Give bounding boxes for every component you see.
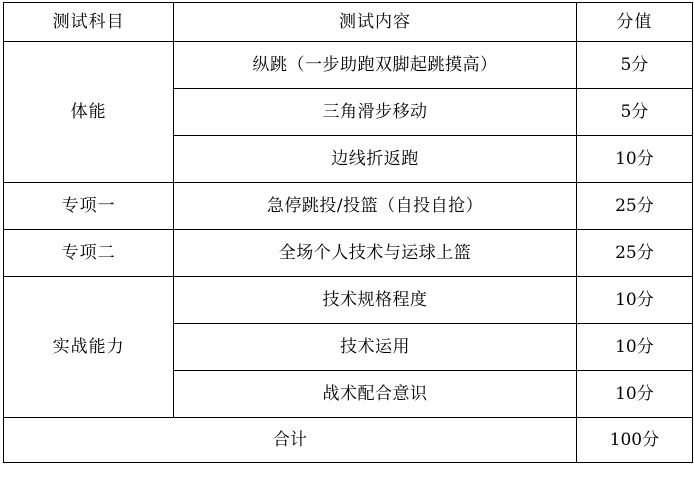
subject-cell: 实战能力 — [4, 277, 174, 418]
score-cell: 10分 — [576, 277, 692, 324]
total-label-cell: 合计 — [4, 418, 577, 463]
content-cell: 战术配合意识 — [174, 371, 577, 418]
subject-cell: 体能 — [4, 42, 174, 183]
table-row — [4, 230, 693, 277]
score-cell: 10分 — [576, 136, 692, 183]
content-cell: 技术运用 — [174, 324, 577, 371]
header-cell-subject: 测试科目 — [4, 3, 174, 42]
table-body — [4, 42, 693, 463]
header-cell-content: 测试内容 — [174, 3, 577, 42]
table-row — [4, 42, 693, 89]
score-cell: 10分 — [576, 324, 692, 371]
content-cell: 急停跳投/投篮（自投自抢） — [174, 183, 577, 230]
content-cell: 三角滑步移动 — [174, 89, 577, 136]
test-items-table — [3, 2, 693, 463]
content-cell: 全场个人技术与运球上篮 — [174, 230, 577, 277]
table-header — [4, 3, 693, 42]
score-cell: 25分 — [576, 230, 692, 277]
score-cell: 25分 — [576, 183, 692, 230]
score-cell: 5分 — [576, 89, 692, 136]
subject-cell: 专项二 — [4, 230, 174, 277]
subject-cell: 专项一 — [4, 183, 174, 230]
score-cell: 10分 — [576, 371, 692, 418]
content-cell: 纵跳（一步助跑双脚起跳摸高） — [174, 42, 577, 89]
content-cell: 边线折返跑 — [174, 136, 577, 183]
content-cell: 技术规格程度 — [174, 277, 577, 324]
table-row — [4, 183, 693, 230]
header-cell-score: 分值 — [576, 3, 692, 42]
header-row — [4, 3, 693, 42]
total-row — [4, 418, 693, 463]
table-row — [4, 277, 693, 324]
total-score-cell: 100分 — [576, 418, 692, 463]
score-cell: 5分 — [576, 42, 692, 89]
